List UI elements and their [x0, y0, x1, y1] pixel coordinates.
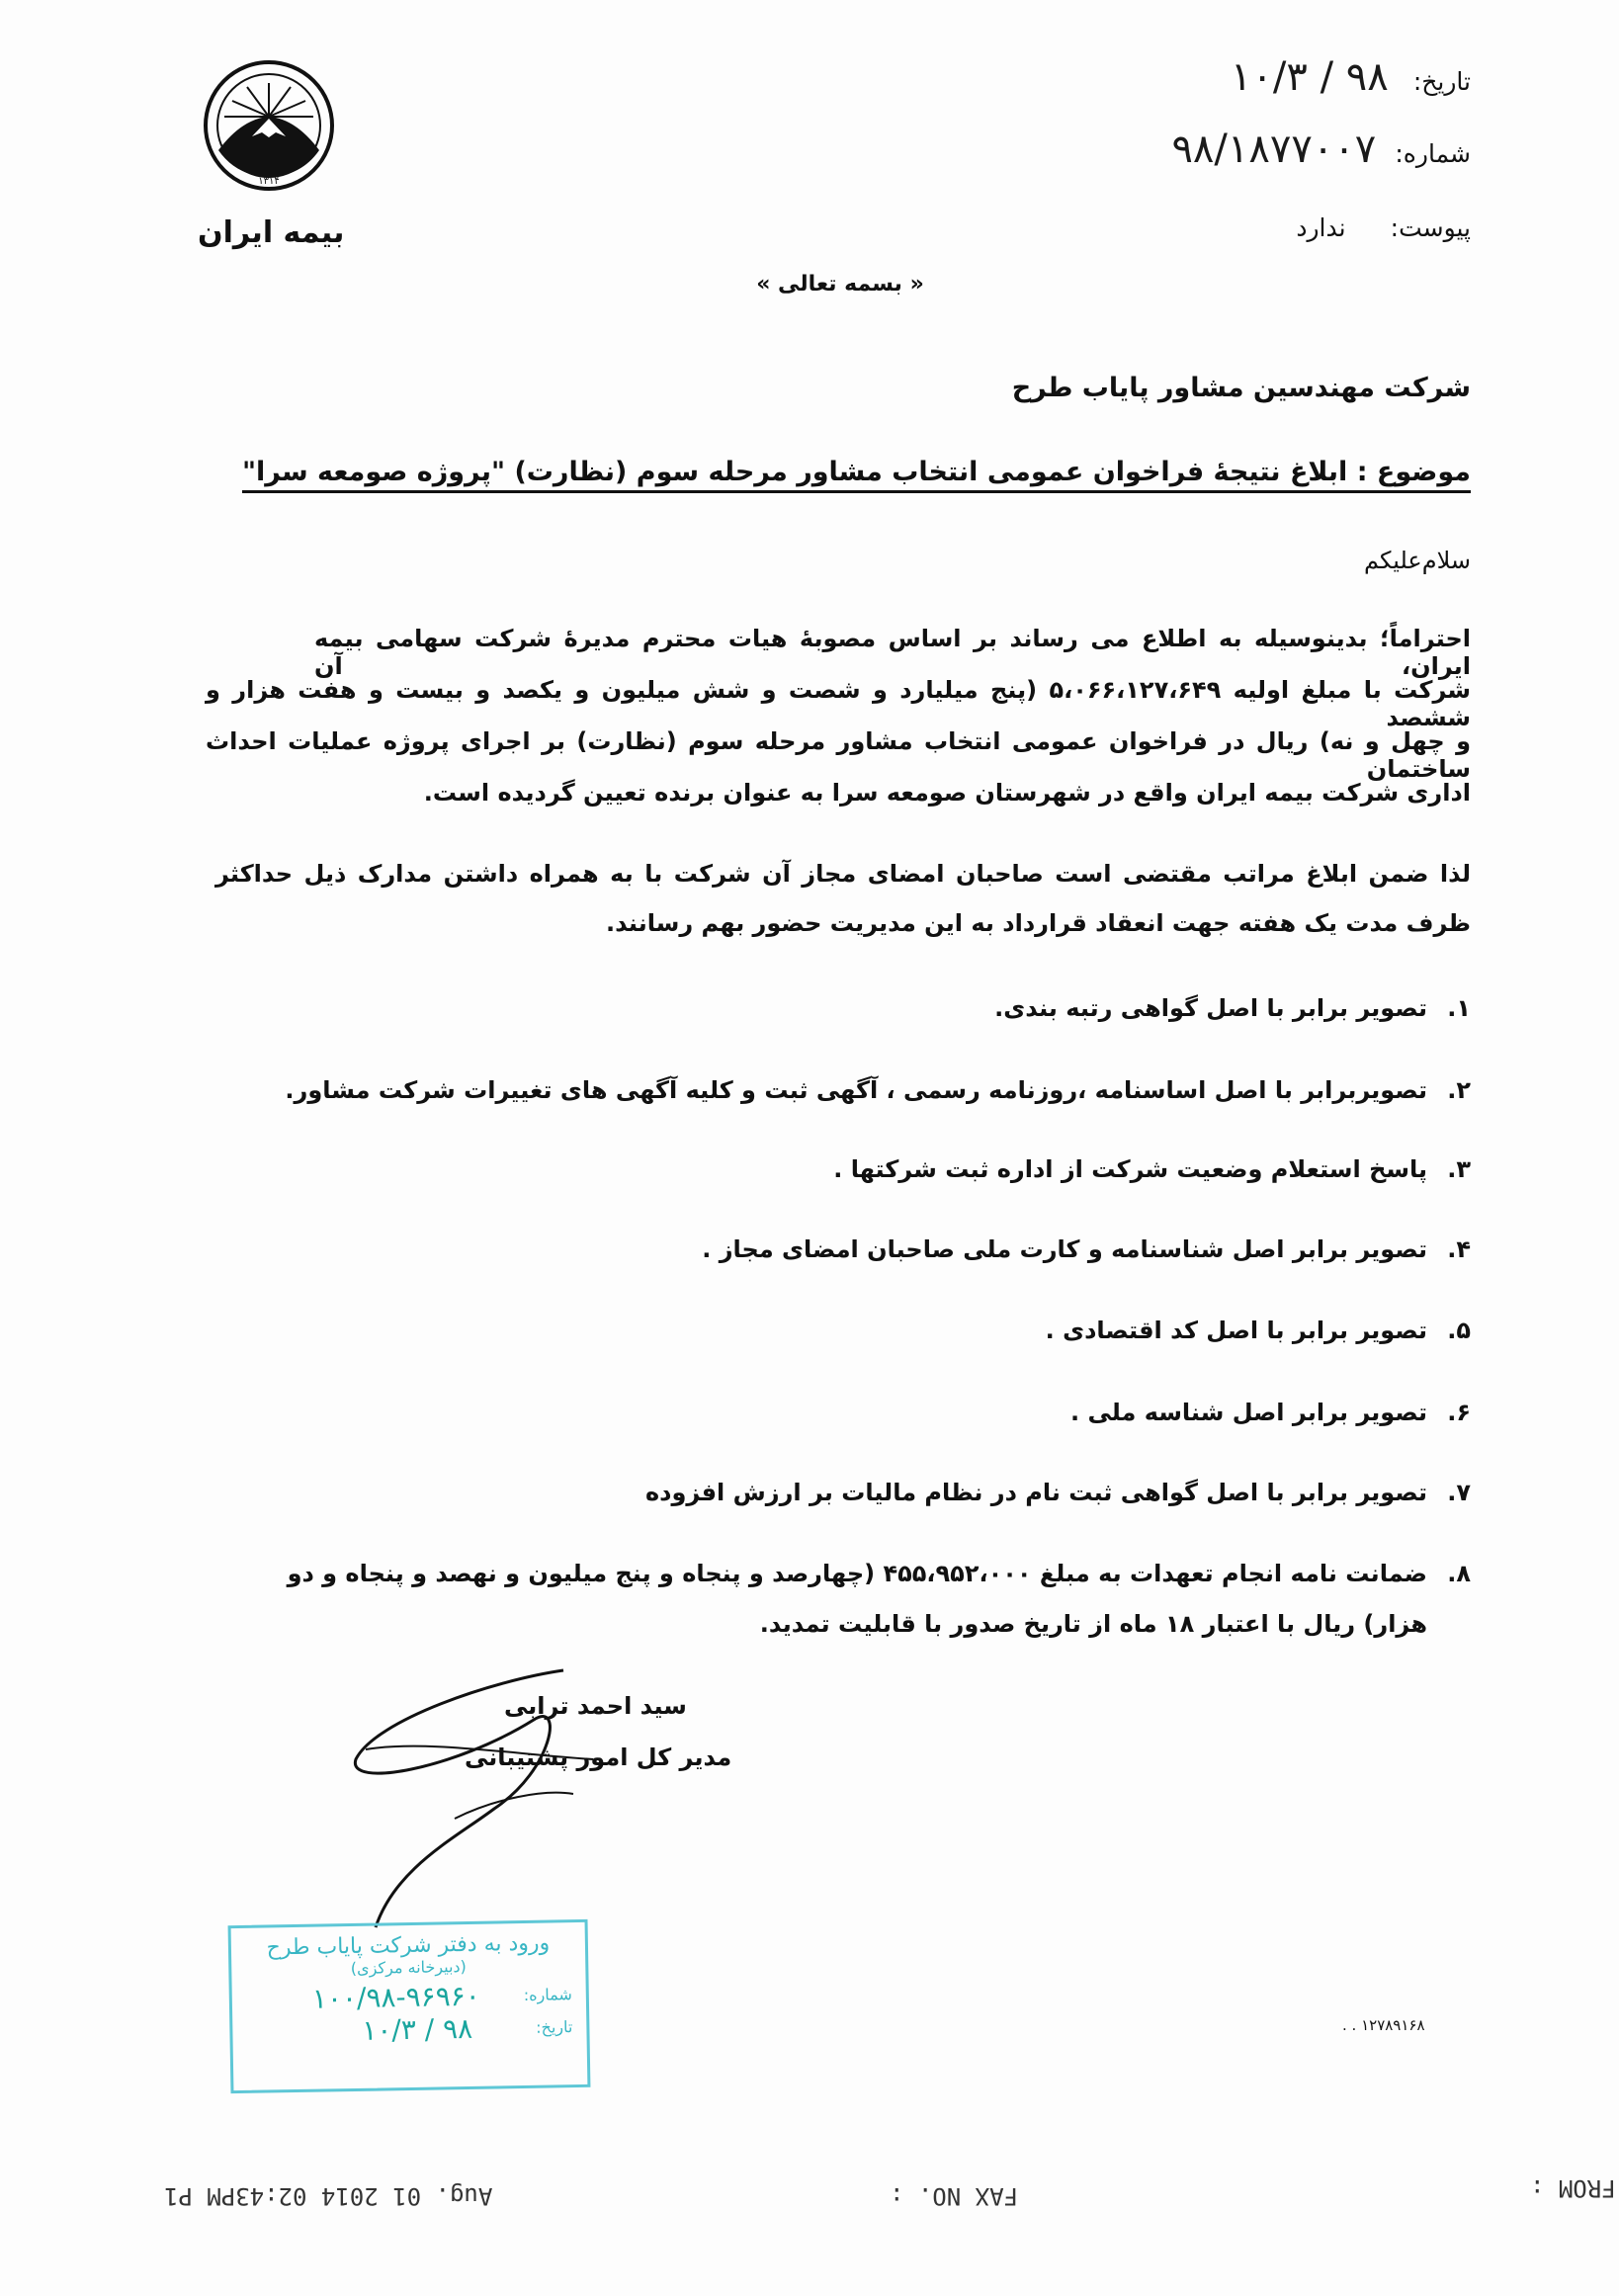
- invocation: « بسمه تعالی »: [756, 272, 924, 297]
- stamp-date-label: تاریخ:: [535, 2017, 573, 2037]
- fax-from: FROM :: [1530, 2174, 1616, 2202]
- subject: موضوع : ابلاغ نتیجهٔ فراخوان عمومی انتخاب مشاور مرحله سوم (نظارت) "پروژه صومعه سرا": [241, 457, 1471, 487]
- list-item: ۲.تصویربرابر با اصل اساسنامه ،روزنامه رسمی ، آگهی ثبت و کلیه آگهی های تغییرات شرکت مشاور.: [285, 1076, 1471, 1104]
- list-item: ۶.تصویر برابر اصل شناسه ملی .: [1070, 1399, 1471, 1426]
- paragraph-line: احتراماً؛ بدینوسیله به اطلاع می رساند بر اساس مصوبهٔ هیات محترم مدیرهٔ شرکت سهامی بیمه ایران، آن: [314, 625, 1471, 680]
- list-item: ۷.تصویر برابر با اصل گواهی ثبت نام در نظام مالیات بر ارزش افزوده: [645, 1479, 1471, 1506]
- attachment-label: پیوست:: [1390, 213, 1471, 242]
- recipient: شرکت مهندسین مشاور پایاب طرح: [1011, 373, 1471, 403]
- received-stamp: [228, 1919, 591, 2093]
- svg-text:۱۳۱۴: ۱۳۱۴: [258, 176, 280, 187]
- stamp-date-value: ۹۸ / ۱۰/۳: [362, 2011, 473, 2047]
- list-item: ۸.ضمانت نامه انجام تعهدات به مبلغ ۴۵۵،۹۵۲،۰۰۰ (چهارصد و پنجاه و پنج میلیون و نهصد و پنجاه و دو: [287, 1560, 1471, 1587]
- number-field: [1171, 127, 1471, 172]
- fax-timestamp: Aug. 01 2014 02:43PM P1: [164, 2182, 493, 2210]
- logo-text: بیمه ایران: [198, 215, 345, 250]
- reference-code: ۱۲۷۸۹۱۶۸ . .: [1342, 2016, 1425, 2034]
- number-value: ۹۸/۱۸۷۷۰۰۷: [1171, 127, 1377, 172]
- logo-emblem-icon: [203, 59, 336, 193]
- stamp-title: ورود به دفتر شرکت پایاب طرح: [266, 1930, 551, 1961]
- paragraph-line: و چهل و نه) ریال در فراخوان عمومی انتخاب مشاور مرحله سوم (نظارت) بر اجرای پروژه عملیات احداث ساختمان: [206, 727, 1471, 783]
- fax-number: FAX NO. :: [890, 2182, 1019, 2210]
- date-label: تاریخ:: [1412, 67, 1471, 96]
- paragraph-line: لذا ضمن ابلاغ مراتب مقتضی است صاحبان امضای مجاز آن شرکت با به همراه داشتن مدارک ذیل حداکثر: [215, 860, 1471, 888]
- date-value: ۹۸ / ۱۰/۳: [1230, 54, 1389, 100]
- paragraph-line: ظرف مدت یک هفته جهت انعقاد قرارداد به این مدیریت حضور بهم رسانند.: [605, 909, 1471, 937]
- list-item: ۴.تصویر برابر اصل شناسنامه و کارت ملی صاحبان امضای مجاز .: [702, 1235, 1471, 1263]
- list-item: ۱.تصویر برابر با اصل گواهی رتبه بندی.: [994, 994, 1471, 1022]
- attachment-value: ندارد: [1296, 213, 1346, 242]
- signer-title: مدیر کل امور پشتیبانی: [465, 1743, 732, 1771]
- signature-icon: [336, 1660, 652, 1937]
- date-field: [1231, 54, 1471, 100]
- attachment-field: [1296, 213, 1471, 242]
- paragraph-line: شرکت با مبلغ اولیه ۵،۰۶۶،۱۲۷،۶۴۹ (پنج میلیارد و شصت و شش میلیون و یکصد و بیست و هفت هزار و ششصد: [206, 676, 1472, 731]
- paragraph-line: اداری شرکت بیمه ایران واقع در شهرستان صومعه سرا به عنوان برنده تعیین گردیده است.: [423, 779, 1471, 807]
- number-label: شماره:: [1395, 139, 1471, 168]
- stamp-subtitle: (دبیرخانه مرکزی): [350, 1956, 467, 1979]
- stamp-number-label: شماره:: [523, 1985, 572, 2004]
- greeting: سلام‌علیکم: [1363, 547, 1471, 574]
- list-item-continuation: هزار) ریال با اعتبار ۱۸ ماه از تاریخ صدور با قابلیت تمدید.: [759, 1610, 1427, 1638]
- list-item: ۵.تصویر برابر با اصل کد اقتصادی .: [1045, 1317, 1471, 1344]
- signer-name: سید احمد ترابی: [504, 1692, 687, 1720]
- list-item: ۳.پاسخ استعلام وضعیت شرکت از اداره ثبت شرکتها .: [833, 1155, 1471, 1183]
- stamp-number-value: ۱۰۰/۹۸-۹۶۹۶۰: [311, 1979, 481, 2015]
- stamp-date-row: [232, 2010, 587, 2049]
- bimeh-iran-logo: [203, 59, 336, 193]
